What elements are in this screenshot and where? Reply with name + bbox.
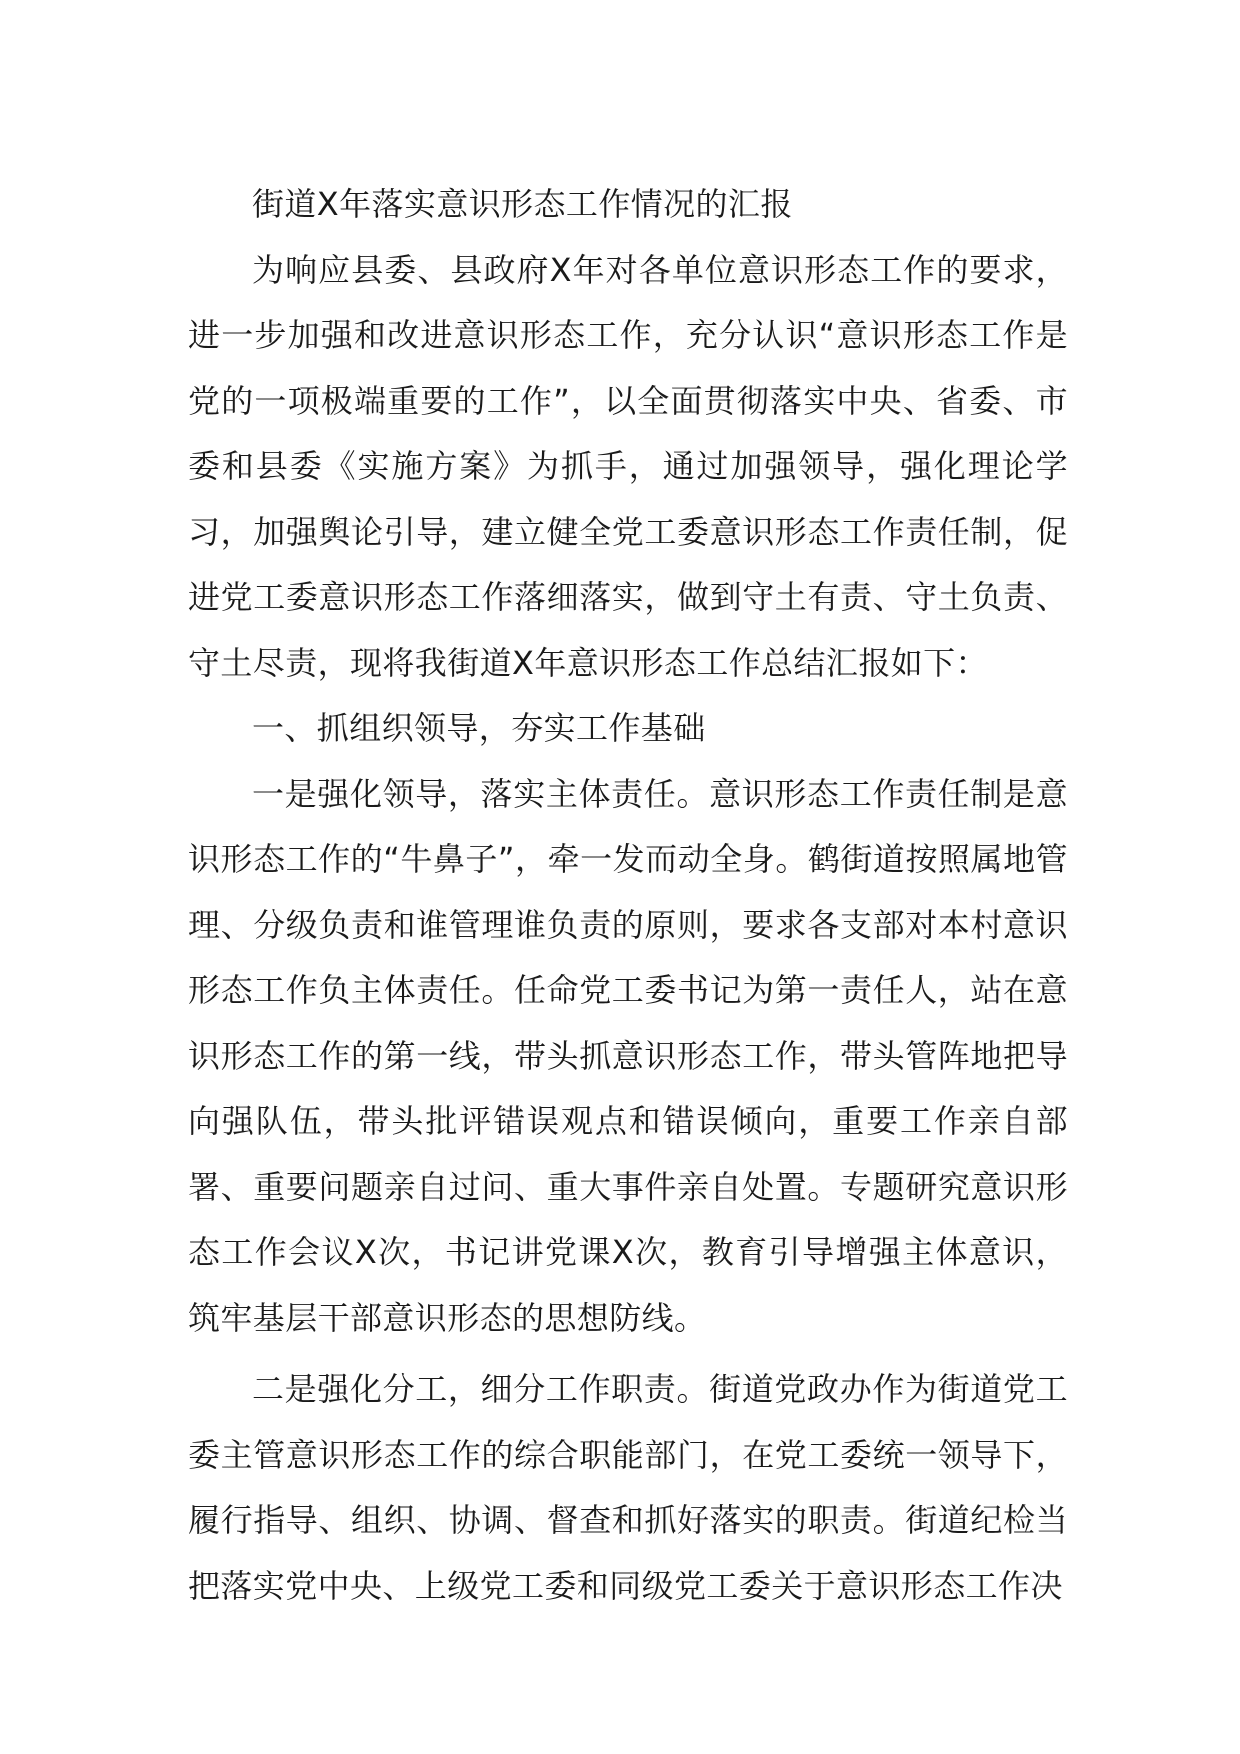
intro-paragraph: 为响应县委、县政府X年对各单位意识形态工作的要求，进一步加强和改进意识形态工作，充分认识“意识形态工作是党的一项极端重要的工作”，以全面贯彻落实中央、省委、市委和县委《实施方案》为抓手，通过加强领导，强化理论学习，加强舆论引导，建立健全党工委意识形态工作责任制，促进党工委意识形态工作落细落实，做到守土有责、守土负责、守土尽责，现将我街道X年意识形态工作总结汇报如下： [188,250,1068,682]
document-title: 街道X年落实意识形态工作情况的汇报 [252,185,793,223]
section-heading: 一、抓组织领导，夯实工作基础 [252,709,706,747]
body-paragraph: 二是强化分工，细分工作职责。街道党政办作为街道党工委主管意识形态工作的综合职能部门，在党工委统一领导下，履行指导、组织、协调、督查和抓好落实的职责。街道纪检当把落实党中央、上级党工委和同级党工委关于意识形态工作决 [188,1370,1068,1605]
document-body [188,172,1068,1619]
body-paragraph: 一是强化领导，落实主体责任。意识形态工作责任制是意识形态工作的“牛鼻子”，牵一发而动全身。鹤街道按照属地管理、分级负责和谁管理谁负责的原则，要求各支部对本村意识形态工作负主体责任。任命党工委书记为第一责任人，站在意识形态工作的第一线，带头抓意识形态工作，带头管阵地把导向强队伍，带头批评错误观点和错误倾向，重要工作亲自部署、重要问题亲自过问、重大事件亲自处置。专题研究意识形态工作会议X次，书记讲党课X次，教育引导增强主体意识，筑牢基层干部意识形态的思想防线。 [188,774,1068,1337]
